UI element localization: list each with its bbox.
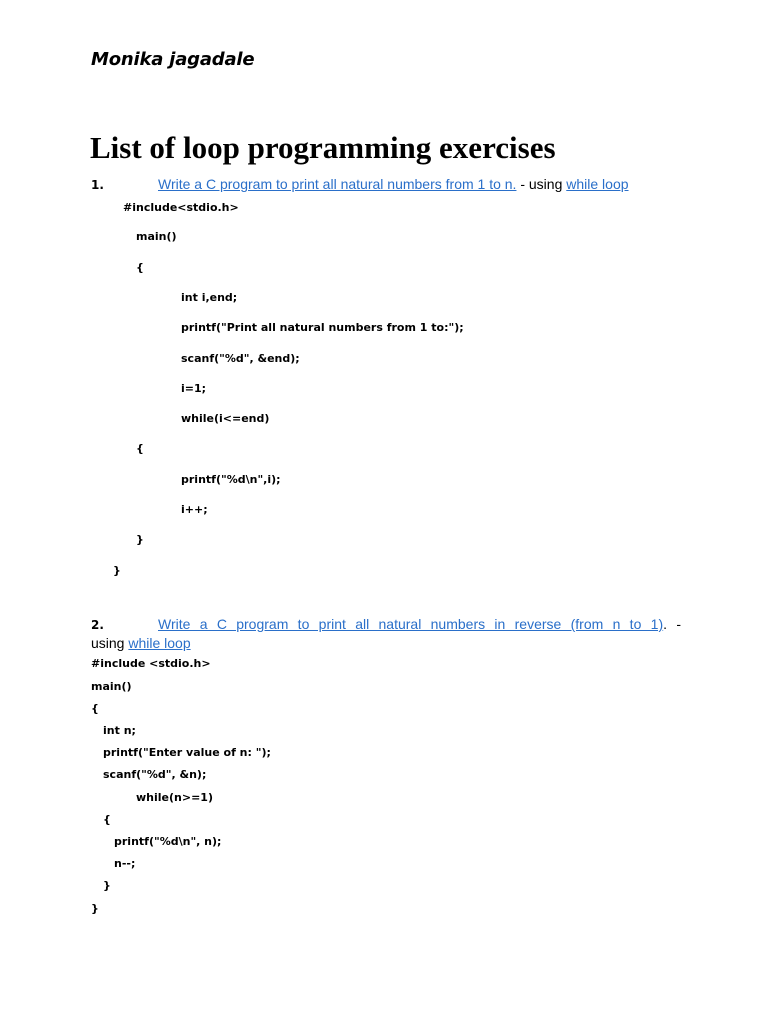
- code-line: n--;: [114, 857, 136, 870]
- code-line: {: [91, 702, 99, 715]
- code-line: printf("%d\n",i);: [181, 473, 281, 486]
- code-line: main(): [91, 680, 132, 693]
- code-line: scanf("%d", &n);: [103, 768, 207, 781]
- code-line: printf("%d\n", n);: [114, 835, 222, 848]
- code-line: printf("Print all natural numbers from 1 to:");: [181, 321, 464, 334]
- exercise-2-link[interactable]: Write a C program to print all natural numbers in reverse (from n to 1): [158, 616, 664, 632]
- code-line: i=1;: [181, 382, 207, 395]
- code-line: main(): [136, 230, 177, 243]
- code-line: }: [103, 879, 111, 892]
- exercise-1-separator: - using: [516, 176, 567, 192]
- exercise-1-heading: [91, 175, 681, 194]
- code-line: }: [113, 564, 121, 577]
- code-line: i++;: [181, 503, 208, 516]
- code-line: while(n>=1): [136, 791, 213, 804]
- exercise-2-while-loop-link[interactable]: while loop: [128, 635, 191, 651]
- page-title: List of loop programming exercises: [90, 130, 556, 165]
- code-line: int n;: [103, 724, 136, 737]
- exercise-2-number: 2.: [91, 618, 104, 632]
- exercise-2-heading: [91, 615, 681, 652]
- code-line: scanf("%d", &end);: [181, 352, 300, 365]
- code-line: {: [103, 813, 111, 826]
- exercise-2-separator: . -: [663, 616, 681, 632]
- code-line: printf("Enter value of n: ");: [103, 746, 271, 759]
- code-line: {: [136, 442, 144, 455]
- author-name: Monika jagadale: [91, 49, 255, 70]
- code-line: #include<stdio.h>: [123, 201, 239, 214]
- code-line: while(i<=end): [181, 412, 270, 425]
- code-line: {: [136, 261, 144, 274]
- exercise-1-link[interactable]: Write a C program to print all natural numbers from 1 to n.: [158, 176, 517, 192]
- code-line: #include <stdio.h>: [91, 657, 211, 670]
- code-line: }: [136, 533, 144, 546]
- exercise-1-number: 1.: [91, 178, 104, 192]
- code-line: }: [91, 902, 99, 915]
- code-line: int i,end;: [181, 291, 238, 304]
- exercise-1-while-loop-link[interactable]: while loop: [566, 176, 629, 192]
- exercise-2-separator-using: using: [91, 635, 129, 651]
